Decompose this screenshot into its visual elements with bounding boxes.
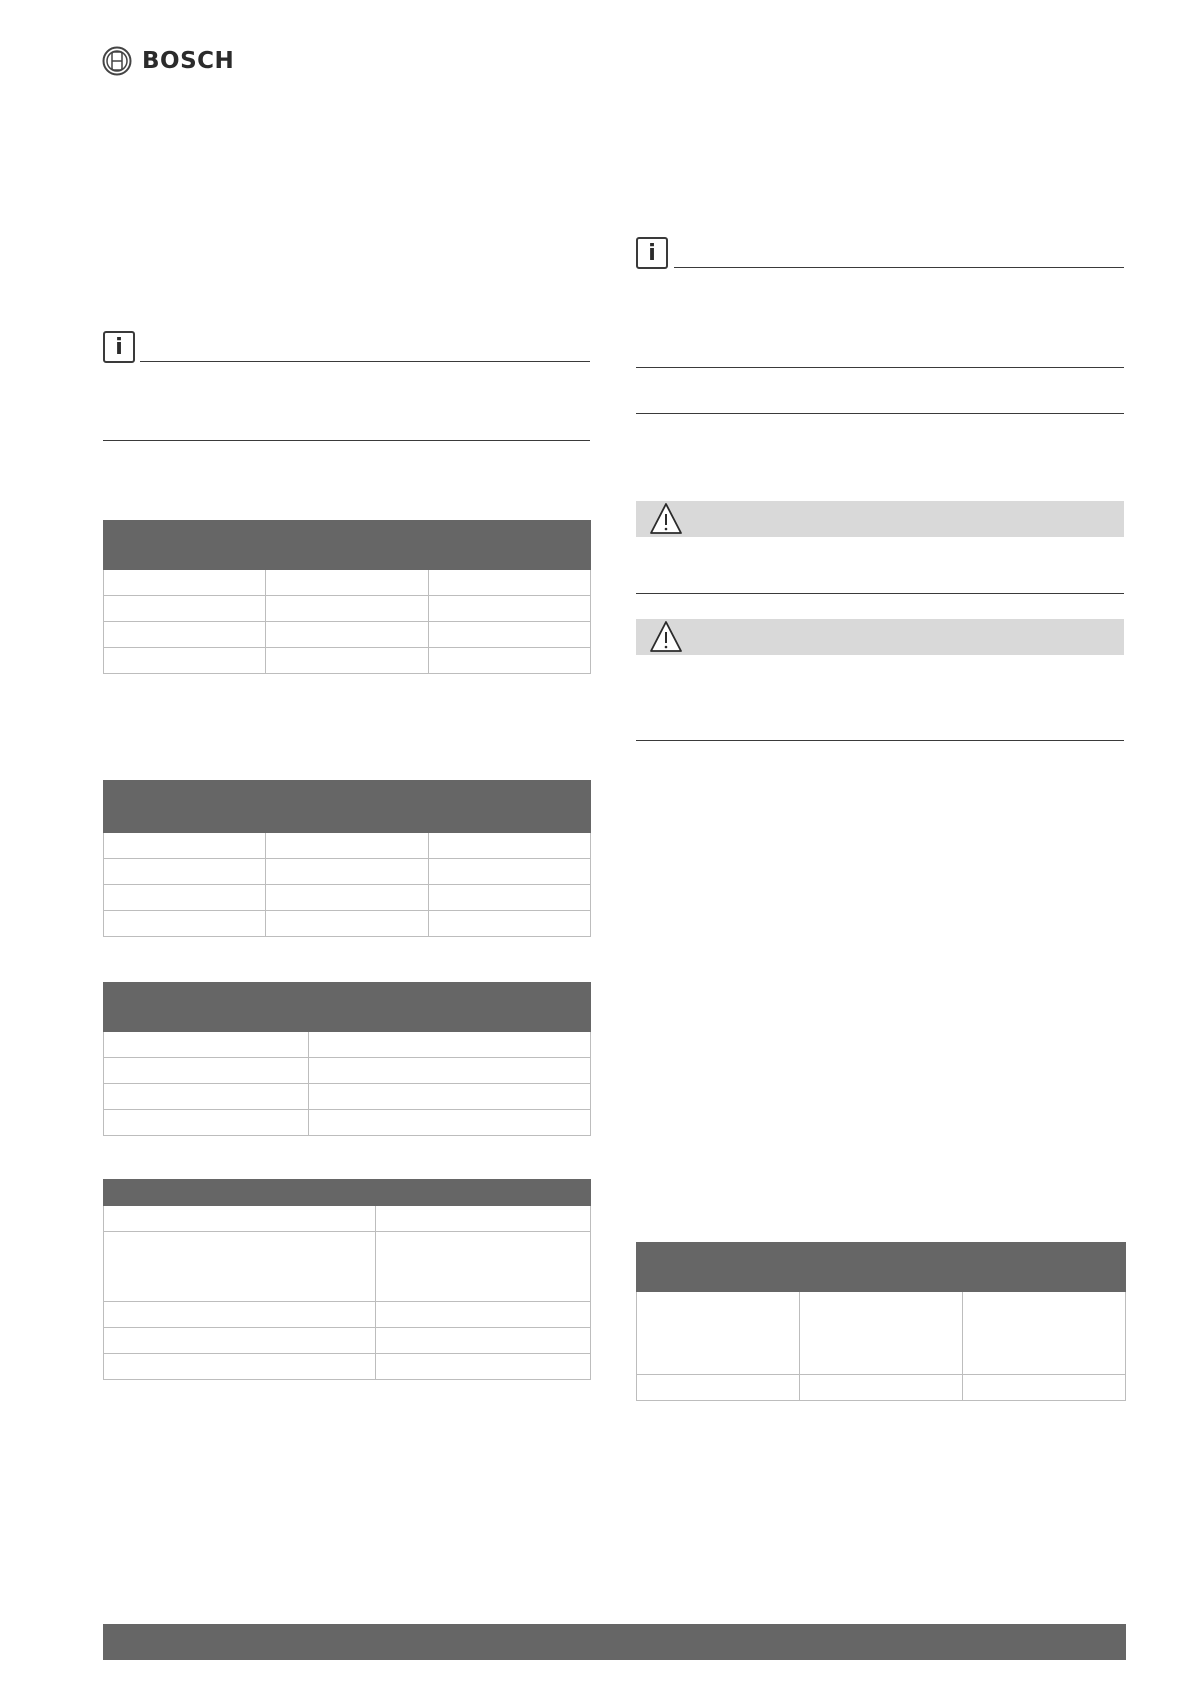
table-row — [104, 885, 591, 911]
table-row — [104, 1302, 591, 1328]
table-row — [104, 911, 591, 937]
notice-end-rule — [636, 367, 1124, 368]
table-2 — [103, 780, 591, 937]
info-icon: i — [103, 331, 135, 363]
info-icon: i — [636, 237, 668, 269]
warning-end-rule — [636, 593, 1124, 594]
table-row — [104, 833, 591, 859]
bosch-armature-icon — [102, 46, 132, 76]
table-row — [637, 1292, 1126, 1375]
warning-banner — [636, 501, 1124, 537]
table-header-row — [637, 1243, 1126, 1292]
table-row — [104, 648, 591, 674]
section-rule — [636, 413, 1124, 414]
table-4 — [103, 1179, 591, 1380]
bosch-logo — [102, 43, 234, 79]
notice-rule — [140, 361, 590, 362]
table-row — [104, 596, 591, 622]
notice-rule — [674, 267, 1124, 268]
brand-name: BOSCH — [142, 48, 235, 74]
notice-end-rule — [103, 440, 590, 441]
warning-end-rule — [636, 740, 1124, 741]
table-row — [104, 1232, 591, 1302]
table-row — [104, 1032, 591, 1058]
table-3 — [103, 982, 591, 1136]
table-row — [104, 1328, 591, 1354]
warning-banner — [636, 619, 1124, 655]
table-row — [104, 859, 591, 885]
footer-bar — [103, 1624, 1126, 1660]
table-row — [104, 1084, 591, 1110]
table-header-row — [104, 983, 591, 1032]
table-row — [104, 1110, 591, 1136]
table-row — [637, 1375, 1126, 1401]
table-row — [104, 1354, 591, 1380]
table-5 — [636, 1242, 1126, 1401]
warning-triangle-icon — [648, 619, 684, 655]
table-row — [104, 1058, 591, 1084]
table-row — [104, 1206, 591, 1232]
table-row — [104, 570, 591, 596]
table-1 — [103, 520, 591, 674]
table-row — [104, 622, 591, 648]
table-header-row — [104, 781, 591, 807]
table-header-row — [104, 1180, 591, 1206]
table-header-row — [104, 521, 591, 570]
warning-triangle-icon — [648, 501, 684, 537]
